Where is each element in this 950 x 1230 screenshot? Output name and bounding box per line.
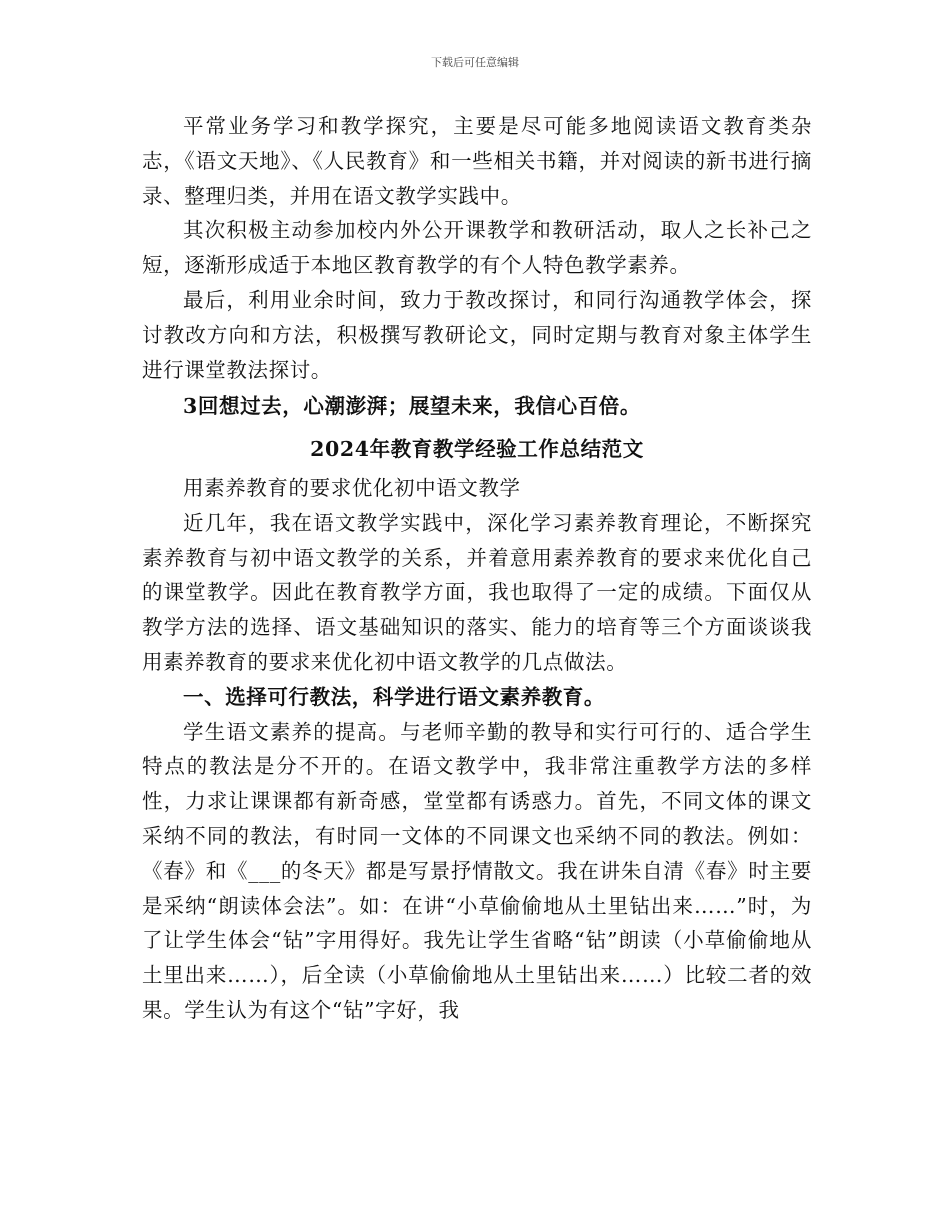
section-heading-one: 一、选择可行教法，科学进行语文素养教育。 xyxy=(183,684,605,709)
paragraph-activities: 其次积极主动参加校内外公开课教学和教研活动，取人之长补己之短，逐渐形成适于本地区教育教学的有个人特色教学素养。 xyxy=(142,218,812,278)
document-title: 2024年教育教学经验工作总结范文 xyxy=(310,437,644,462)
paragraph-methods: 学生语文素养的提高。与老师辛勤的教导和实行可行的、适合学生特点的教法是分不开的。在语文教学中，我非常注重教学方法的多样性，力求让课课都有新奇感，堂堂都有诱惑力。首先，不同文体的课文采纳不同的教法，有时同一文体的不同课文也采纳不同的教法。例如：《春》和《___的冬天》都是写景抒情散文。我在讲朱自清《春》时主要是采纳“朗读体会法”。如：在讲“小草偷偷地从土里钻出来……”时，为了让学生体会“钻”字用得好。我先让学生省略“钻”朗读（小草偷偷地从土里出来……），后全读（小草偷偷地从土里钻出来……）比较二者的效果。学生认为有这个“钻”字好，我 xyxy=(142,719,812,1022)
paragraph-study: 平常业务学习和教学探究，主要是尽可能多地阅读语文教育类杂志，《语文天地》、《人民教育》和一些相关书籍，并对阅读的新书进行摘录、整理归类，并用在语文教学实践中。 xyxy=(142,114,812,208)
paragraph-intro: 近几年，我在语文教学实践中，深化学习素养教育理论，不断探究素养教育与初中语文教学的关系，并着意用素养教育的要求来优化自己的课堂教学。因此在教育教学方面，我也取得了一定的成绩。下面仅从教学方法的选择、语文基础知识的落实、能力的培育等三个方面谈谈我用素养教育的要求来优化初中语文教学的几点做法。 xyxy=(142,510,812,674)
page-header: 下载后可任意编辑 xyxy=(431,56,519,69)
subtitle: 用素养教育的要求优化初中语文教学 xyxy=(183,475,521,500)
paragraph-conclusion: 3回想过去，心潮澎湃；展望未来，我信心百倍。 xyxy=(183,394,641,419)
document-body xyxy=(142,109,812,1028)
paragraph-research: 最后，利用业余时间，致力于教改探讨，和同行沟通教学体会，探讨教改方向和方法，积极撰写教研论文，同时定期与教育对象主体学生进行课堂教法探讨。 xyxy=(142,287,812,382)
